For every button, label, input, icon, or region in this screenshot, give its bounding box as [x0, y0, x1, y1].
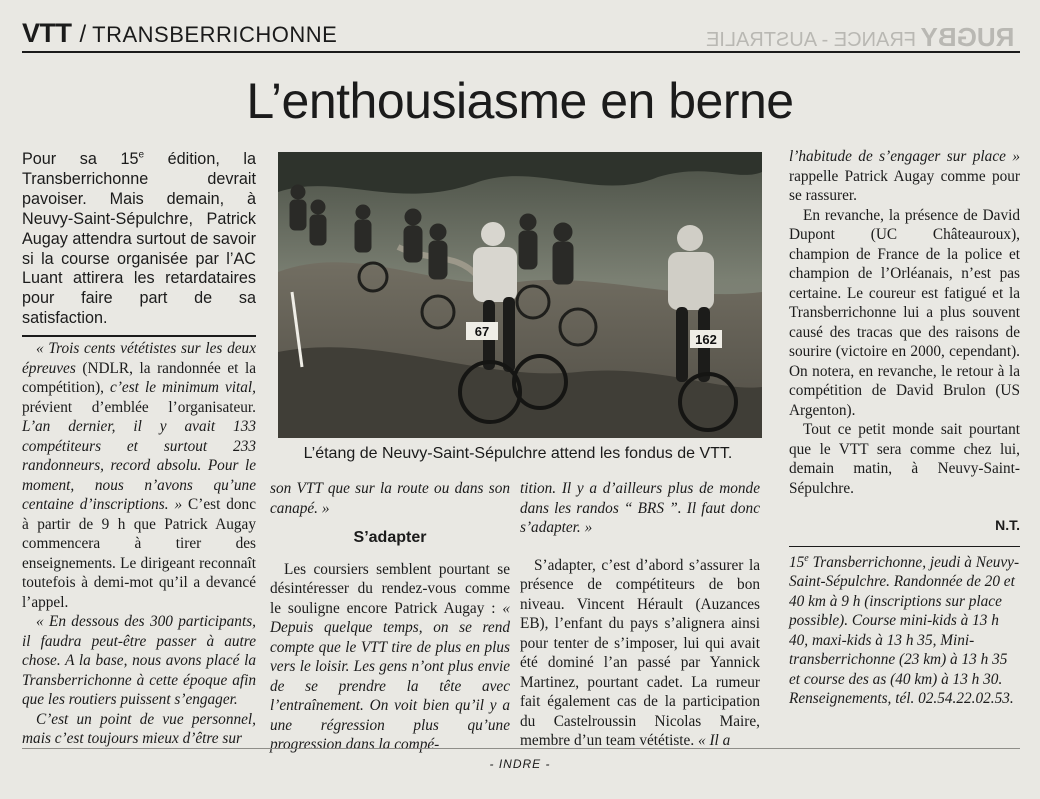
mountain-bikers-illustration — [278, 152, 762, 438]
body-text: Les coursiers semblent pourtant se désintéresser du rendez-vous comme le souligne encore Patrick Augay : — [270, 560, 510, 617]
quote-text: « En dessous des 300 participants, il faudra peut-être passer à autre chose. A la base, nous avons placé la Transberrichonne à cette époque afin que les routiers puissent s’engager. — [22, 613, 256, 708]
quote-text: « Depuis quelque temps, on se rend compte que le VTT tire de plus en plus vers le loisir. Les gens n’ont plus envie de se prendre la tête avec l’entraînement. On voit bien qu’il y a une régression plus qu’une progression dans la compé- — [270, 599, 510, 753]
rubric-subtitle: TRANSBERRICHONNE — [92, 22, 338, 47]
author-signature: N.T. — [995, 517, 1020, 533]
quote-text: l’habitude de s’engager sur place » — [789, 148, 1020, 165]
info-box-rule — [789, 546, 1020, 547]
quote-text: C’est un point de vue personnel, mais c’est toujours mieux d’être sur — [22, 710, 256, 747]
quote-text: « Il a — [697, 732, 731, 749]
photo-caption: L’étang de Neuvy-Saint-Sépulchre attend les fondus de VTT. — [303, 445, 733, 462]
lead-text-post: édition, la Transberrichonne devrait pavoiser. Mais demain, à Neuvy-Saint-Sépulchre, Patrick Augay attendra surtout de savoir si la course organisée par l’AC Luant attirera les retardataires pour faire part de sa satisfaction. — [22, 150, 256, 328]
info-text: Transberrichonne, jeudi à Neuvy-Saint-Sépulchre. Randonnée de 20 et 40 km à 9 h (inscriptions sur place possible). Course mini-kids à 13 h 40, maxi-kids à 13 h 35, Mini-transberrichonne (23 km) à 13 h 35 et course des as (40 km) à 13 h 30. Renseignements, tél. 02.54.22.02.53. — [789, 553, 1020, 707]
body-text: (NDLR, la randonnée et la compétition), — [22, 359, 256, 396]
body-text: C’est donc à partir de 9 h que Patrick Augay commencera à tirer des enseignements. Le dirigeant reconnaît toutefois à demi-mot qu’il a devancé l’appel. — [22, 496, 256, 611]
page-footer: - INDRE - — [489, 757, 551, 771]
column-3 — [520, 479, 760, 751]
info-text: 15 — [789, 553, 805, 571]
bottom-rule — [22, 748, 1020, 749]
column-4 — [789, 147, 1020, 709]
body-text: prévient d’emblée l’organisateur. — [22, 398, 256, 416]
quote-text: tition. Il y a d’ailleurs plus de monde dans les randos “ BRS ”. Il faut donc s’adapter. » — [520, 480, 760, 536]
quote-text: « Trois cents vététistes sur les deux épreuves — [22, 340, 256, 377]
col1-paragraph-2 — [22, 612, 256, 710]
header-rule — [22, 51, 1020, 53]
section-rubric — [22, 18, 337, 50]
quote-text: c’est le minimum vital, — [110, 379, 256, 396]
col4-paragraph-3: Tout ce petit monde sait pourtant que le VTT sera comme chez lui, demain matin, à Neuvy-Saint-Sépulchre. — [789, 421, 1020, 497]
quote-text: L’an dernier, il y avait 133 compétiteurs et surtout 233 randonneurs, record absolu. Pour le moment, nous n’avons qu’une centaine d’inscriptions. » — [22, 418, 256, 513]
col2-continuation — [270, 479, 510, 518]
body-text: S’adapter, c’est d’abord s’assurer la présence de compétiteurs de bon niveau. Vincent Hérault (Auzances EB), l’enfant du pays s’alignera ainsi pour tenter de s’imposer, lui qui avait été dominé l’an passé par Yannick Martinez, pourtant cadet. La rumeur fait également cas de la participation du Castelroussin Nicolas Maire, membre d’un team vététiste. — [520, 556, 760, 749]
event-info-box — [789, 553, 1020, 709]
bib-number-1: 67 — [474, 324, 490, 339]
subheading: S’adapter — [353, 529, 427, 546]
race-photo — [278, 152, 762, 438]
bib-number-2: 162 — [695, 332, 717, 347]
headline: L’enthousiasme en berne — [246, 73, 794, 129]
rubric-slash: / — [79, 21, 87, 48]
column-1 — [22, 339, 256, 749]
info-ordinal: e — [804, 552, 809, 564]
quote-text: son VTT que sur la route ou dans son canapé. » — [270, 480, 510, 517]
lead-text-pre: Pour sa 15 — [22, 150, 139, 168]
column-2 — [270, 479, 510, 755]
lead-ordinal: e — [138, 149, 145, 161]
col4-paragraph-2: En revanche, la présence de David Dupont (UC Châteauroux), champion de France de la police et champion de l’Orléanais, n’est pas certaine. Le coureur est fatigué et la Transberrichonne lui a plus souvent causé des tracas que des raisons de sourire (victoire en 2000, cependant). On notera, en revanche, le retour à la compétition de David Brulon (US Argenton). — [789, 206, 1020, 419]
lead-rule — [22, 335, 256, 337]
bleed-through-match: FRANCE - AUSTRALIE — [705, 29, 916, 51]
col4-continuation — [789, 147, 1020, 206]
lead-paragraph — [22, 150, 256, 329]
col1-paragraph-3 — [22, 710, 256, 749]
bleed-through-rugby: RUGBY — [920, 22, 1014, 52]
col3-continuation — [520, 479, 760, 538]
col3-paragraph-1 — [520, 556, 760, 751]
col2-paragraph-1 — [270, 560, 510, 755]
rubric-category: VTT — [22, 18, 72, 48]
bleed-through-text — [706, 22, 1014, 53]
body-text: rappelle Patrick Augay comme pour se rassurer. — [789, 167, 1020, 204]
col1-paragraph-1 — [22, 339, 256, 612]
